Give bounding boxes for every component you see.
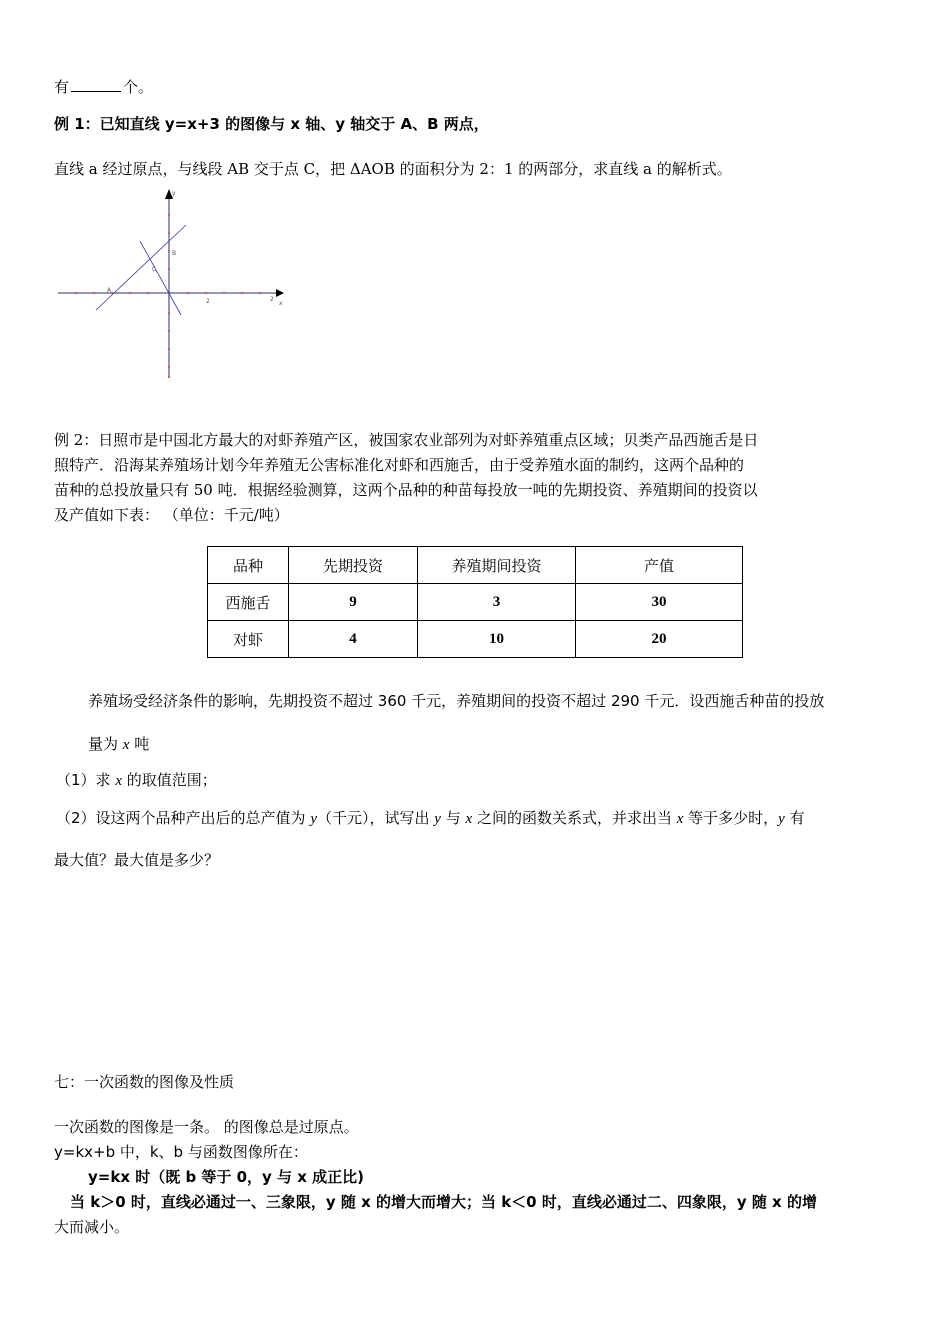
table-cell: 4 [289,621,418,658]
example2-line-3: 苗种的总投放量只有 50 吨．根据经验测算，这两个品种的种苗每投放一吨的先期投资、养殖期间的投资以 [54,481,758,499]
variable-x: x [676,811,684,827]
q2-text: 有 [784,809,805,827]
variable-x: x [465,811,473,827]
section7-line-2: y=kx+b 中，k、b 与函数图像所在： [54,1143,308,1161]
table-cell: 3 [418,584,576,621]
example2-line-2: 照特产．沿海某养殖场计划今年养殖无公害标准化对虾和西施舌，由于受养殖水面的制约，这两个品种的 [54,456,745,474]
variable-x: x [122,737,130,753]
section7-title: 七：一次函数的图像及性质 [54,1073,235,1091]
variable-y: y [778,811,785,827]
table-header-row [208,547,743,584]
q2-text: 与 [440,809,466,827]
x-tick-label: 2 [206,298,210,305]
intro-line [54,76,153,97]
variable-x: x [115,773,122,789]
question-2-line-2: 最大值？最大值是多少？ [54,851,220,869]
x-tick-label-end: 2 [270,296,274,303]
q2-text: （2）设这两个品种产出后的总产值为 [56,809,311,827]
x-axis-label: x [279,300,283,307]
table-cell: 30 [576,584,743,621]
y-axis-label: y [172,190,176,197]
q1-prefix: （1）求 [56,771,116,789]
coordinate-graph [54,185,294,385]
intro-suffix: 个。 [123,78,154,96]
variable-y: y [310,811,317,827]
intro-prefix: 有 [54,78,70,96]
section7-line-5: 大而减小。 [54,1218,130,1236]
example1-statement: 例 1：已知直线 y=x+3 的图像与 x 轴、y 轴交于 A、B 两点， [54,115,489,133]
q2-text: 等于多少时， [683,809,779,827]
condition-suffix: 吨 [129,735,150,753]
table-header: 产值 [576,547,743,584]
section7-line-3: y=kx 时（既 b 等于 0，y 与 x 成正比) [88,1168,365,1186]
example2-line-1: 例 2：日照市是中国北方最大的对虾养殖产区，被国家农业部列为对虾养殖重点区域；贝类产品西施舌是日 [54,431,759,449]
example1-question: 直线 a 经过原点，与线段 AB 交于点 C，把 ΔAOB 的面积分为 2：1 的两部分，求直线 a 的解析式。 [54,160,732,178]
section7-line-1: 一次函数的图像是一条。 的图像总是过原点。 [54,1118,359,1136]
table-header: 养殖期间投资 [418,547,576,584]
x-axis-arrow [276,289,284,297]
answer-blank [71,79,121,92]
table-cell: 10 [418,621,576,658]
q1-suffix: 的取值范围； [121,771,217,789]
table-row [208,584,743,621]
point-a-label: A [107,287,112,294]
condition-prefix: 量为 [88,735,123,753]
example2-line-4: 及产值如下表： （单位：千元/吨） [54,506,289,524]
table-header: 先期投资 [289,547,418,584]
condition-line-2 [88,733,149,754]
table-cell: 9 [289,584,418,621]
point-c-label: C [152,266,157,273]
table-header: 品种 [208,547,289,584]
table-cell: 西施舌 [208,584,289,621]
condition-line-1: 养殖场受经济条件的影响，先期投资不超过 360 千元，养殖期间的投资不超过 290 千元．设西施舌种苗的投放 [88,692,825,710]
variable-y: y [434,811,441,827]
point-b-label: B [172,250,177,257]
q2-text: （千元），试写出 [317,809,435,827]
line-y-equals-x-plus-3 [96,225,186,310]
section7-line-4: 当 k＞0 时，直线必通过一、三象限，y 随 x 的增大而增大；当 k＜0 时，直线必通过二、四象限，y 随 x 的增 [70,1193,817,1211]
investment-table [207,546,743,658]
table-cell: 对虾 [208,621,289,658]
question-2 [56,807,805,828]
q2-text: 之间的函数关系式，并求出当 [472,809,677,827]
table-row [208,621,743,658]
question-1 [56,769,217,790]
table-cell: 20 [576,621,743,658]
